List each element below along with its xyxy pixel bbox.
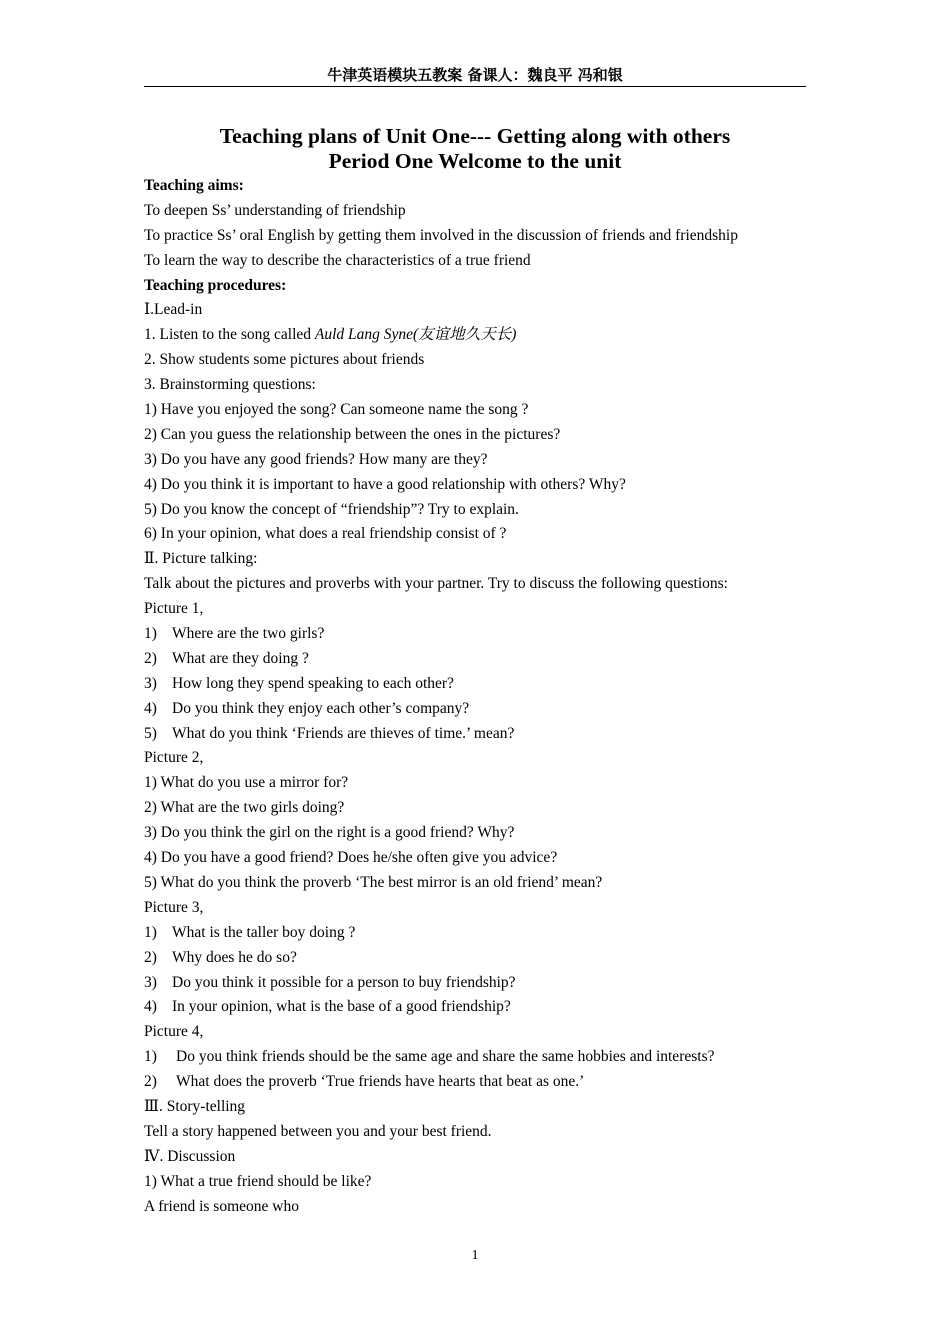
- page-number: 1: [471, 1248, 479, 1263]
- picture-2-question: 2) What are the two girls doing?: [144, 799, 345, 817]
- picture-2-label: Picture 2,: [144, 749, 204, 767]
- brainstorm-question: 5) Do you know the concept of “friendship”? Try to explain.: [144, 500, 519, 518]
- aim-item: To deepen Ss’ understanding of friendship: [144, 201, 406, 219]
- title-line-1: Teaching plans of Unit One--- Getting along with others: [219, 124, 731, 148]
- section-discussion: Ⅳ. Discussion: [144, 1147, 236, 1165]
- title-line-2: Period One Welcome to the unit: [328, 149, 622, 173]
- song-title: Auld Lang Syne(友谊地久天长): [314, 326, 517, 344]
- lead-in-item-text: 1. Listen to the song called: [144, 326, 315, 344]
- aim-item: To practice Ss’ oral English by getting them involved in the discussion of friends and friendship: [144, 226, 738, 244]
- picture-1-question: 4) Do you think they enjoy each other’s company?: [144, 699, 470, 717]
- story-telling-text: Tell a story happened between you and your best friend.: [144, 1122, 492, 1140]
- discussion-item: 1) What a true friend should be like?: [144, 1172, 372, 1190]
- discussion-item: A friend is someone who: [144, 1197, 299, 1215]
- aim-item: To learn the way to describe the characteristics of a true friend: [144, 251, 531, 269]
- section-story-telling: Ⅲ. Story-telling: [144, 1097, 246, 1115]
- picture-2-question: 5) What do you think the proverb ‘The best mirror is an old friend’ mean?: [144, 873, 603, 891]
- picture-3-question: 1) What is the taller boy doing ?: [144, 923, 356, 941]
- picture-1-label: Picture 1,: [144, 600, 204, 618]
- brainstorm-question: 2) Can you guess the relationship between the ones in the pictures?: [144, 425, 561, 443]
- picture-3-question: 3) Do you think it possible for a person to buy friendship?: [144, 973, 516, 991]
- header-text: 牛津英语模块五教案 备课人：魏良平 冯和银: [327, 66, 623, 84]
- picture-2-question: 3) Do you think the girl on the right is a good friend? Why?: [144, 824, 515, 842]
- picture-4-question: 2) What does the proverb ‘True friends have hearts that beat as one.’: [144, 1073, 585, 1091]
- picture-3-question: 4) In your opinion, what is the base of a good friendship?: [144, 998, 511, 1016]
- picture-4-question: 1) Do you think friends should be the same age and share the same hobbies and interests?: [144, 1048, 715, 1066]
- document-body: [144, 174, 806, 1219]
- teaching-aims-heading: Teaching aims:: [144, 177, 244, 194]
- lead-in-item: 3. Brainstorming questions:: [144, 376, 316, 394]
- lead-in-item: [144, 323, 806, 348]
- brainstorm-question: 1) Have you enjoyed the song? Can someone name the song ?: [144, 401, 529, 419]
- teaching-procedures-heading: Teaching procedures:: [144, 276, 287, 294]
- picture-1-question: 2) What are they doing ?: [144, 649, 309, 667]
- section-lead-in: Ⅰ.Lead-in: [144, 301, 203, 319]
- picture-2-question: 1) What do you use a mirror for?: [144, 774, 349, 792]
- picture-1-question: 1) Where are the two girls?: [144, 625, 325, 643]
- brainstorm-question: 6) In your opinion, what does a real friendship consist of ?: [144, 525, 507, 543]
- picture-3-label: Picture 3,: [144, 898, 204, 916]
- picture-1-question: 3) How long they spend speaking to each other?: [144, 674, 454, 692]
- page-header: [144, 64, 806, 87]
- picture-2-question: 4) Do you have a good friend? Does he/she often give you advice?: [144, 849, 558, 867]
- section-picture-talking: Ⅱ. Picture talking:: [144, 550, 258, 568]
- document-title: [144, 124, 806, 174]
- brainstorm-question: 3) Do you have any good friends? How many are they?: [144, 450, 488, 468]
- picture-3-question: 2) Why does he do so?: [144, 948, 297, 966]
- lead-in-item: 2. Show students some pictures about friends: [144, 351, 425, 369]
- picture-4-label: Picture 4,: [144, 1023, 204, 1041]
- picture-talking-intro: Talk about the pictures and proverbs with your partner. Try to discuss the following questions:: [144, 575, 728, 593]
- picture-1-question: 5) What do you think ‘Friends are thieves of time.’ mean?: [144, 724, 515, 742]
- brainstorm-question: 4) Do you think it is important to have a good relationship with others? Why?: [144, 475, 626, 493]
